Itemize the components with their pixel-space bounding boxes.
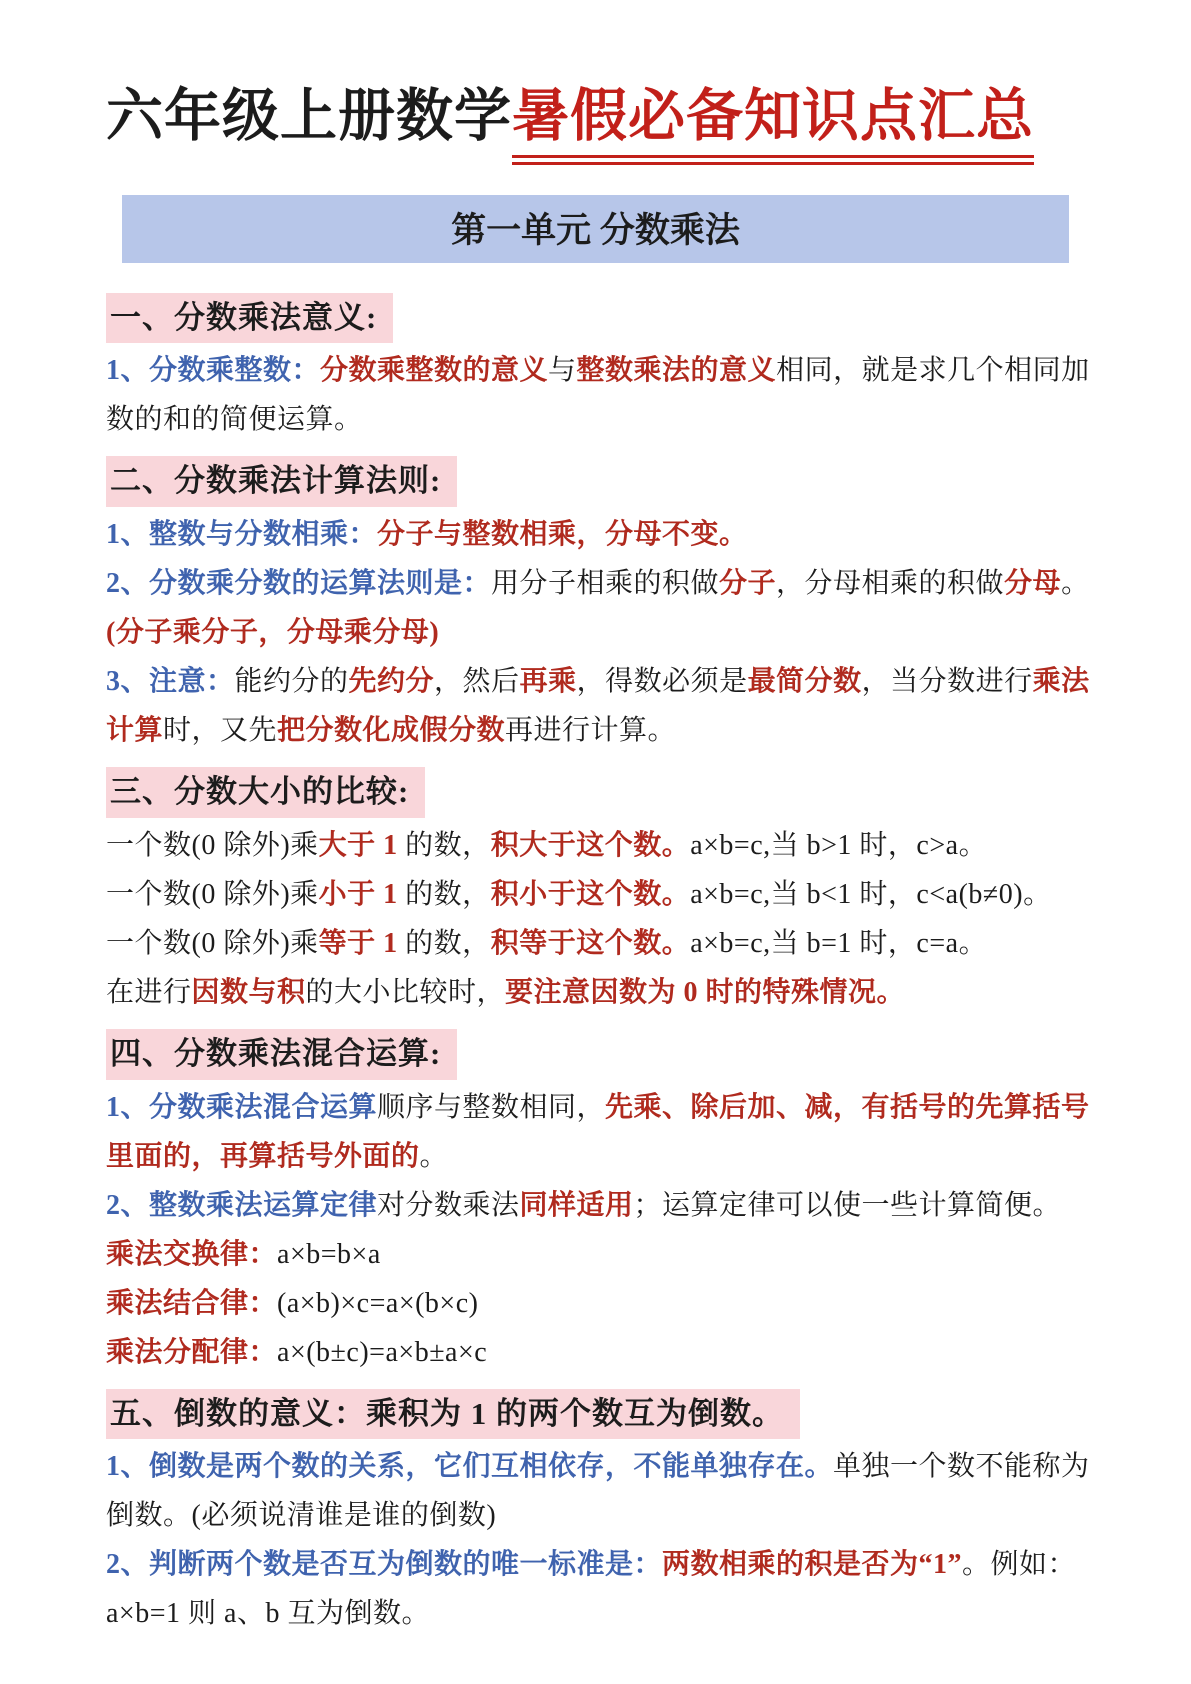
text-segment: 一个数(0 除外)乘 [106, 829, 319, 861]
text-segment: 1、倒数是两个数的关系，它们互相依存，不能单独存在。 [106, 1451, 834, 1483]
text-segment: 时，又先 [163, 715, 278, 747]
text-segment: 大于 1 [318, 829, 406, 861]
text-segment: ，然后 [434, 666, 520, 698]
text-segment: (分子乘分子，分母乘分母) [106, 617, 440, 649]
text-segment: 1、分数乘法混合运算 [106, 1091, 378, 1123]
text-segment: 用分子相乘的积做 [491, 568, 720, 600]
text-segment: 先约分 [348, 666, 435, 698]
text-segment: 。 [419, 1140, 449, 1172]
text-line [106, 1334, 1085, 1371]
text-segment: 分数乘整数的意义 [320, 355, 549, 387]
text-segment: 小于 1 [318, 878, 406, 910]
page-title [106, 84, 1085, 165]
text-line [106, 712, 1085, 749]
text-line [106, 1497, 1085, 1534]
text-segment: a×(b±c)=a×b±a×c [277, 1336, 488, 1368]
text-segment: (a×b)×c=a×(b×c) [277, 1287, 479, 1319]
text-segment: ；运算定律可以使一些计算简便。 [633, 1189, 1062, 1221]
text-segment: 的数， [405, 829, 491, 861]
text-segment: 1、分数乘整数： [106, 355, 321, 387]
text-line [106, 1236, 1085, 1273]
text-segment: 计算 [106, 715, 164, 747]
text-line [106, 1187, 1085, 1224]
text-segment: a×b=1 则 a、b 互为倒数。 [106, 1598, 430, 1630]
text-segment: 积小于这个数。 [490, 878, 691, 910]
text-segment: 数的和的简便运算。 [106, 404, 363, 436]
text-segment: 倒数。(必须说清谁是谁的倒数) [106, 1500, 497, 1532]
text-line [106, 516, 1085, 553]
text-segment: 乘法分配律： [106, 1336, 278, 1368]
section-heading: 三、分数大小的比较: [106, 767, 425, 818]
text-segment: 单独一个数不能称为 [833, 1451, 1090, 1483]
text-line [106, 925, 1085, 962]
text-segment: 2、判断两个数是否互为倒数的唯一标准是： [106, 1549, 663, 1581]
section-heading: 二、分数乘法计算法则: [106, 456, 457, 507]
text-segment: 分子与整数相乘，分母不变。 [377, 519, 748, 551]
text-line [106, 1089, 1090, 1126]
text-segment: 分子 [719, 568, 777, 600]
text-segment: 的数， [405, 878, 491, 910]
text-segment: 把分数化成假分数 [277, 715, 506, 747]
text-segment: 再乘 [519, 666, 577, 698]
text-segment: 相同，就是求几个相同加 [776, 355, 1090, 387]
text-segment: 2、整数乘法运算定律 [106, 1189, 378, 1221]
text-segment: 。例如： [962, 1549, 1077, 1581]
text-line [106, 565, 1090, 602]
text-line [106, 1595, 1085, 1632]
text-line [106, 876, 1085, 913]
text-line [106, 1285, 1085, 1322]
text-segment: 一个数(0 除外)乘 [106, 927, 319, 959]
text-segment: 等于 1 [318, 927, 406, 959]
text-segment: 的大小比较时， [305, 976, 506, 1008]
text-line [106, 1448, 1090, 1485]
text-segment: 顺序与整数相同， [377, 1091, 606, 1123]
text-line [106, 1138, 1085, 1175]
text-segment: 因数与积 [191, 976, 306, 1008]
text-segment: 一个数(0 除外)乘 [106, 878, 319, 910]
text-segment: 积大于这个数。 [490, 829, 691, 861]
text-segment: a×b=c,当 b>1 时，c>a。 [690, 829, 988, 861]
page-title-black: 六年级上册数学 [106, 85, 512, 148]
text-segment: 积等于这个数。 [490, 927, 691, 959]
text-segment: a×b=b×a [277, 1238, 381, 1270]
page-title-highlight: 暑假必备知识点汇总 [512, 84, 1034, 165]
text-segment: 乘法 [1032, 666, 1090, 698]
text-line [106, 614, 1085, 651]
text-segment: 再进行计算。 [505, 715, 677, 747]
text-segment: 要注意因数为 0 时的特殊情况。 [505, 976, 906, 1008]
text-segment: ，当分数进行 [861, 666, 1033, 698]
section-heading: 五、倒数的意义：乘积为 1 的两个数互为倒数。 [106, 1389, 800, 1440]
text-segment: 与 [548, 355, 577, 387]
text-segment: 乘法交换律： [106, 1238, 278, 1270]
text-segment: a×b=c,当 b=1 时，c=a。 [690, 927, 988, 959]
text-segment: ，得数必须是 [576, 666, 748, 698]
text-segment: 1、整数与分数相乘： [106, 519, 378, 551]
text-segment: a×b=c,当 b<1 时，c<a(b≠0)。 [690, 878, 1052, 910]
text-segment: 最简分数 [747, 666, 862, 698]
section-heading: 一、分数乘法意义: [106, 293, 393, 344]
text-line [106, 1546, 1085, 1583]
text-segment: 里面的，再算括号外面的 [106, 1140, 420, 1172]
text-line [106, 663, 1090, 700]
unit-banner: 第一单元 分数乘法 [122, 195, 1069, 263]
text-segment: 能约分的 [234, 666, 349, 698]
text-segment: 对分数乘法 [377, 1189, 520, 1221]
text-segment: 。 [1061, 568, 1090, 600]
text-segment: 乘法结合律： [106, 1287, 278, 1319]
text-segment: 在进行 [106, 976, 192, 1008]
text-segment: 2、分数乘分数的运算法则是： [106, 568, 492, 600]
text-segment: 分母 [1004, 568, 1062, 600]
text-segment: 同样适用 [519, 1189, 634, 1221]
text-segment: 两数相乘的积是否为“1” [662, 1549, 963, 1581]
text-segment: 的数， [405, 927, 491, 959]
section-heading: 四、分数乘法混合运算: [106, 1029, 457, 1080]
text-segment: 整数乘法的意义 [576, 355, 777, 387]
notes-content [106, 287, 1090, 1633]
text-segment: ，分母相乘的积做 [776, 568, 1005, 600]
text-line [106, 352, 1090, 389]
text-segment: 3、注意： [106, 666, 235, 698]
text-line [106, 827, 1085, 864]
text-line [106, 974, 1085, 1011]
text-line [106, 401, 1085, 438]
text-segment: 先乘、除后加、减，有括号的先算括号 [605, 1091, 1090, 1123]
